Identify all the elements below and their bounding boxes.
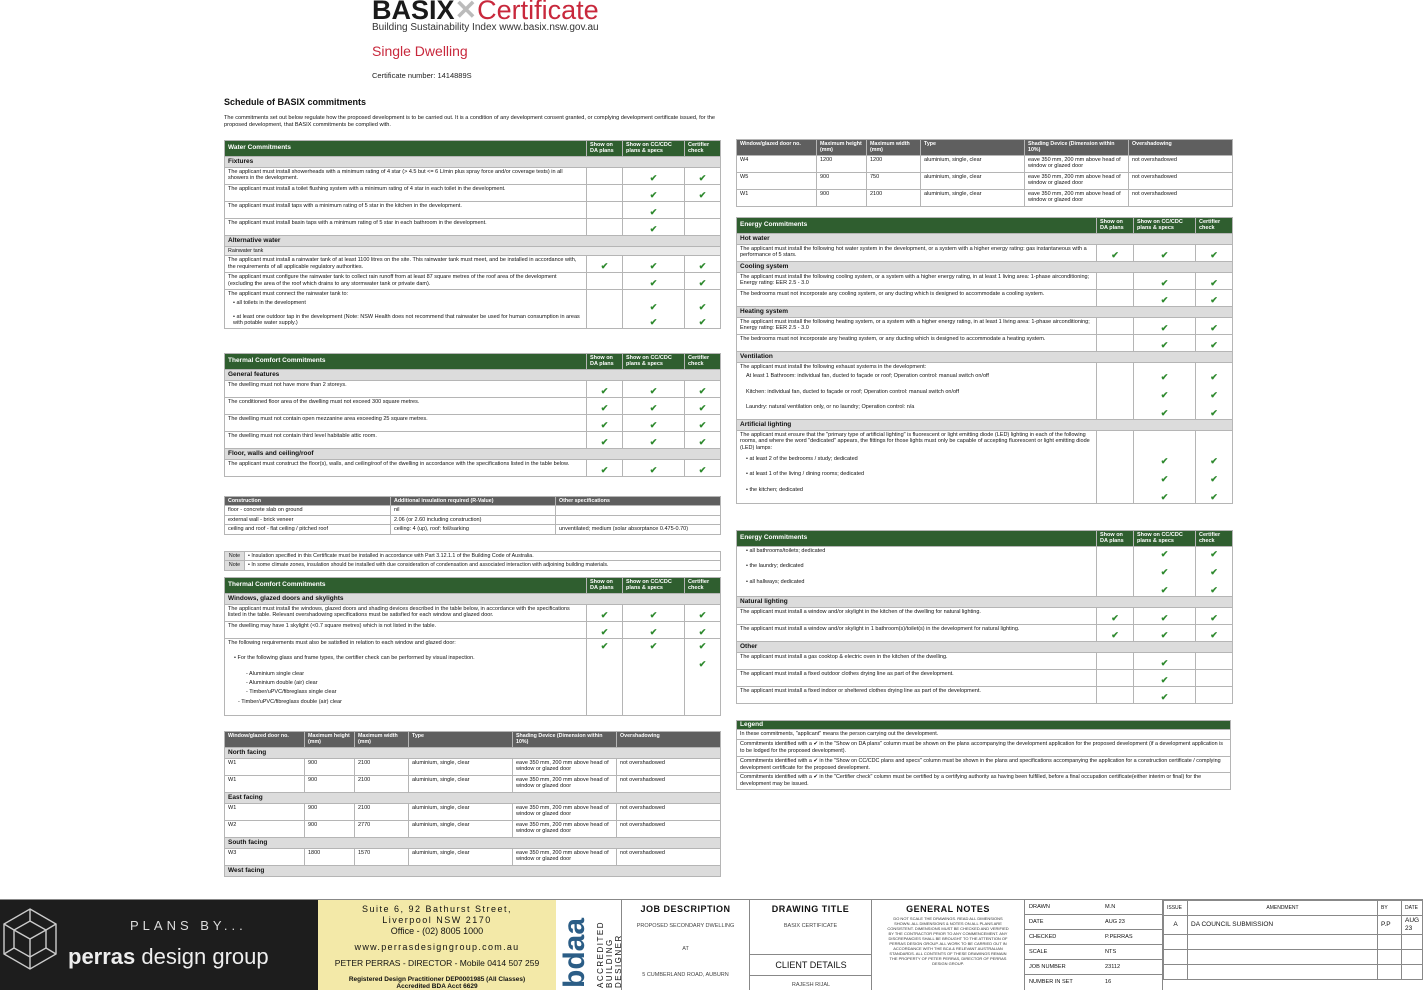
check-mark-icon: ✔ ✔ ✔ [1134, 546, 1196, 596]
check-mark-icon: ✔ [623, 431, 685, 448]
drawing-title: DRAWING TITLE BASIX CERTIFICATE CLIENT DETAILS RAJESH RIJAL [750, 900, 872, 990]
schedule-intro: The commitments set out below regulate how the proposed development is to be carried out. It is a condition of any development consent granted, or complying development certificate issued, for the proposed development, that BASIX commitments be complied with. [224, 115, 715, 128]
accreditation-badge: bdaa ACCREDITED BUILDING DESIGNER [556, 900, 622, 990]
check-mark-icon: ✔ [1134, 289, 1196, 306]
check-mark-icon: ✔ [623, 459, 685, 476]
check-mark-icon: ✔ [1134, 624, 1196, 641]
check-mark-icon: ✔ ✔ ✔ [1196, 546, 1233, 596]
check-mark-icon: ✔ [685, 167, 721, 184]
check-mark-icon: ✔ [1134, 652, 1196, 669]
check-mark-icon: ✔ [587, 414, 623, 431]
check-mark-icon: ✔ [587, 459, 623, 476]
bdaa-logo: bdaa [558, 917, 591, 988]
check-mark-icon: ✔ ✔ ✔ [1134, 430, 1196, 503]
check-mark-icon: ✔ [587, 380, 623, 397]
check-mark-icon: ✔ [1134, 244, 1196, 261]
check-mark-icon: ✔ [685, 397, 721, 414]
energy-commitments-table-2: Energy Commitments Show on DA plans Show on CC/CDC plans & specs Certifier check • all bathrooms/toilets; dedicated • the laundry; dedicated • all hallways; dedicated ✔ ✔ ✔ ✔ ✔ ✔ Natural lighting The applicant must install a window and/or skylight in the kitchen of the dwelling for natural lighting. ✔ ✔ ✔ The applicant must install a window and/or skylight in 1 bathroom(s)/toilet(s) in the development for natural lighting. ✔ ✔ ✔ Other The applicant must install a gas cooktop & electric oven in the kitchen of the dwelling. ✔ The applicant must install a fixed outdoor clothes drying line as part of the development. ✔ The applicant must install a fixed indoor or sheltered clothes drying line as part of the development. ✔ [736, 530, 1233, 704]
check-mark-icon: ✔ [587, 638, 623, 715]
check-mark-icon: ✔ [685, 380, 721, 397]
check-mark-icon: ✔ [587, 621, 623, 638]
check-mark-icon: ✔ [623, 621, 685, 638]
check-mark-icon: ✔ [685, 431, 721, 448]
check-mark-icon: ✔ [1196, 334, 1233, 351]
check-mark-icon: ✔ [685, 414, 721, 431]
windows-table: Window/glazed door no. Maximum height (mm) Maximum width (mm) Type Shading Device (Dimension within 10%) Overshadowing North facing W1 900 2100 aluminium, single, clear eave 350 mm, 200 mm above head of window or glazed door not overshadowed W1 900 2100 aluminium, single, clear eave 350 mm, 200 mm above head of window or glazed door not overshadowed East facing W1 900 2100 aluminium, single, clear eave 350 mm, 200 mm above head of window or glazed door not overshadowed W2 900 2770 aluminium, single, clear eave 350 mm, 200 mm above head of window or glazed door not overshadowed South facing W3 1800 1570 aluminium, single, clear eave 350 mm, 200 mm above head of window or glazed door not overshadowed West facing [224, 731, 721, 877]
certificate-number: Certificate number: 1414889S [372, 71, 472, 80]
check-mark-icon: ✔ [587, 256, 623, 273]
check-mark-icon: ✔ [1134, 317, 1196, 334]
plans-by-label: PLANS BY... [130, 918, 247, 933]
check-mark-icon: ✔ ✔ ✔ [1196, 430, 1233, 503]
check-mark-icon: ✔ [685, 621, 721, 638]
check-mark-icon: ✔ [685, 273, 721, 290]
check-mark-icon: ✔ [623, 273, 685, 290]
check-mark-icon: ✔ [623, 256, 685, 273]
check-mark-icon: ✔ ✔ ✔ [1196, 362, 1233, 419]
perras-wordmark: perras design group [68, 944, 269, 969]
check-mark-icon: ✔ [685, 184, 721, 201]
amendments-table: ISSUE AMENDMENT BY DATE A DA COUNCIL SUBMISSION P.P AUG 23 [1163, 900, 1423, 990]
check-mark-icon: ✔ [1196, 289, 1233, 306]
water-commitments-table: Water Commitments Show on DA plans Show on CC/CDC plans & specs Certifier check Fixtures The applicant must install showerheads with a minimum rating of 4 star (> 4.5 but <= 6 L/min plus spray force and/or coverage tests) in all showers in the development. ✔ ✔ The applicant must install a toilet flushing system with a minimum rating of 4 star in each toilet in the development. ✔ ✔ The applicant must install taps with a minimum rating of 5 star in the kitchen in the development. ✔ The applicant must install basin taps with a minimum rating of 5 star in each bathroom in the development. ✔ Alternative water Rainwater tank The applicant must install a rainwater tank of at least 1100 litres on the site. This rainwater tank must meet, and be installed in accordance with, the requirements of all applicable regulatory authorities. ✔ ✔ ✔ The applicant must configure the rainwater tank to collect rain runoff from at least 87 square metres of the roof area of the development (excluding the area of the roof which drains to any stormwater tank or private dam). ✔ ✔ The applicant must connect the rainwater tank to: • all toilets in the development ✔ ✔ • at least one outdoor tap in the development (Note: NSW Health does not recommend that rainwater be used for human consumption in areas with potable water supply.) ✔ ✔ [224, 140, 721, 329]
check-mark-icon: ✔ [1196, 317, 1233, 334]
check-mark-icon: ✔ [623, 184, 685, 201]
check-mark-icon: ✔ [1196, 244, 1233, 261]
check-mark-icon: ✔ [623, 313, 685, 329]
check-mark-icon: ✔ [1196, 272, 1233, 289]
drawing-info: DRAWN M.N DATE AUG 23 CHECKED P.PERRAS SCALE NTS JOB NUMBER 23112 NUMBER IN SET 16 [1025, 900, 1163, 990]
check-mark-icon: ✔ [685, 604, 721, 621]
check-mark-icon: ✔ [1134, 272, 1196, 289]
check-mark-icon: ✔ [623, 218, 685, 235]
check-mark-icon: ✔ [623, 638, 685, 715]
check-mark-icon: ✔ [1134, 334, 1196, 351]
check-mark-icon: ✔ [1097, 244, 1134, 261]
check-mark-icon: ✔ [587, 397, 623, 414]
check-mark-icon: ✔ [685, 256, 721, 273]
legend-table: Legend In these commitments, "applicant" means the person carrying out the development. Commitments identified with a ✔ in the "Show on DA plans" column must be shown on the plans accompanying the development application for the proposed development (if a development application is to be lodged for the proposed development). Commitments identified with a ✔ in the "Show on CC/CDC plans and specs" column must be shown in the plans and specifications accompanying the application for a construction certificate / complying development certificate for the proposed development. Commitments identified with a ✔ in the "Certifier check" column must be certified by a certifying authority as having been fulfilled, before a final occupation certificate(either interim or final) for the development may be issued. [736, 720, 1231, 790]
check-mark-icon: ✔ [1196, 624, 1233, 641]
thermal-comfort-table-1: Thermal Comfort Commitments Show on DA plans Show on CC/CDC plans & specs Certifier check General features The dwelling must not have more than 2 storeys. ✔ ✔ ✔ The conditioned floor area of the dwelling must not exceed 300 square metres. ✔ ✔ ✔ The dwelling must not contain open mezzanine area exceeding 25 square metres. ✔ ✔ ✔ The dwelling must not contain third level habitable attic room. ✔ ✔ ✔ Floor, walls and ceiling/roof The applicant must construct the floor(s), walls, and ceiling/roof of the dwelling in accordance with the specifications listed in the table below. ✔ ✔ ✔ [224, 353, 721, 477]
perras-logo-panel [0, 900, 318, 990]
check-mark-icon: ✔ [623, 167, 685, 184]
check-mark-icon: ✔ [1097, 624, 1134, 641]
check-mark-icon: ✔ [623, 201, 685, 218]
check-mark-icon: ✔ [1134, 686, 1196, 703]
job-description: JOB DESCRIPTION PROPOSED SECONDARY DWELLING AT 5 CUMBERLAND ROAD, AUBURN [622, 900, 750, 990]
check-mark-icon: ✔ [587, 604, 623, 621]
check-mark-icon: ✔ ✔ ✔ [1134, 362, 1196, 419]
general-notes: GENERAL NOTES DO NOT SCALE THE DRAWINGS. READ ALL DIMENSIONS SHOWN. ALL DIMENSIONS & NOTES ON ALL PLANS ARE CONSISTENT. DIMENSIONS MUST BE CHECKED AND VERIFIED BY THE CONTRACTOR PRIOR TO ANY COMMENCEMENT. ANY DISCREPANCIES SHALL BE BROUGHT TO THE ATTENTION OF PERRAS DESIGN GROUP. ALL WORK TO BE CARRIED OUT IN ACCORDANCE WITH THE BCA & RELEVANT AUSTRALIAN STANDARDS. ALL CONTENTS OF THESE DRAWINGS REMAIN THE PROPERTY OF PETER PERRAS, DIRECTOR OF PERRAS DESIGN GROUP. [872, 900, 1025, 990]
windows-table-west: Window/glazed door no. Maximum height (mm) Maximum width (mm) Type Shading Device (Dimension within 10%) Overshadowing W4 1200 1200 aluminium, single, clear eave 350 mm, 200 mm above head of window or glazed door not overshadowed W5 900 750 aluminium, single, clear eave 350 mm, 200 mm above head of window or glazed door not overshadowed W1 900 2100 aluminium, single, clear eave 350 mm, 200 mm above head of window or glazed door not overshadowed [736, 139, 1233, 207]
check-mark-icon: ✔ [623, 604, 685, 621]
check-mark-icon: ✔ [623, 299, 685, 313]
check-mark-icon: ✔ [623, 414, 685, 431]
check-mark-icon: ✔ [1134, 669, 1196, 686]
check-mark-icon: ✔ [1097, 607, 1134, 624]
basix-header [372, 0, 599, 80]
basix-logo: BASIX✕Certificate [372, 0, 599, 21]
check-mark-icon: ✔ [1196, 607, 1233, 624]
energy-commitments-table-1: Energy Commitments Show on DA plans Show on CC/CDC plans & specs Certifier check Hot water The applicant must install the following hot water system in the development, or a system with a higher energy rating: gas instantaneous with a performance of 5 stars. ✔ ✔ ✔ Cooling system The applicant must install the following cooling system, or a system with a higher energy rating, in at least 1 living area: 1-phase airconditioning; Energy rating: EER 2.5 - 3.0 ✔ ✔ The bedrooms must not incorporate any cooling system, or any ducting which is designed to accommodate a cooling system. ✔ ✔ Heating system The applicant must install the following heating system, or a system with a higher energy rating, in at least 1 living area: 1-phase airconditioning; Energy rating: EER 2.5 - 3.0 ✔ ✔ The bedrooms must not incorporate any heating system, or any ducting which is designed to accommodate a heating system. ✔ ✔ Ventilation The applicant must install the following exhaust systems in the development: At least 1 Bathroom: individual fan, ducted to façade or roof; Operation control: manual switch on/off Kitchen: individual fan, ducted to façade or roof; Operation control: manual switch on/off Laundry: natural ventilation only, or no laundry; Operation control: n/a ✔ ✔ ✔ ✔ ✔ ✔ Artificial lighting The applicant must ensure that the "primary type of artificial lighting" is fluorescent or light emitting diode (LED) lighting in each of the following rooms, and where the word "dedicated" appears, the fittings for those lights must only be capable of accepting fluorescent or light emitting diode (LED) lamps: • at least 2 of the bedrooms / study; dedicated • at least 1 of the living / dining rooms; dedicated • the kitchen; dedicated ✔ ✔ ✔ ✔ ✔ ✔ [736, 217, 1233, 504]
basix-subtitle: Building Sustainability Index www.basix.nsw.gov.au [372, 22, 599, 33]
construction-table: Construction Additional insulation required (R-Value) Other specifications floor - concrete slab on ground nil external wall - brick veneer 2.06 (or 2.60 including construction) ceiling and roof - flat ceiling / pitched roof ceiling: 4 (up), roof: foil/sarking unventilated; medium (solar absorptance 0.475-0.70) [224, 496, 721, 535]
insulation-notes: Note • Insulation specified in this Certificate must be installed in accordance with Part 3.12.1.1 of the Building Code of Australia. Note • In some climate zones, insulation should be installed with due consideration of condensation and associated interaction with adjoining building materials. [224, 551, 721, 571]
check-mark-icon: ✔ [623, 380, 685, 397]
schedule-title: Schedule of BASIX commitments [224, 97, 367, 107]
check-mark-icon: ✔ [587, 431, 623, 448]
thermal-comfort-table-2: Thermal Comfort Commitments Show on DA plans Show on CC/CDC plans & specs Certifier check Windows, glazed doors and skylights The applicant must install the windows, glazed doors and shading devices described in the table below, in accordance with the specifications listed in the table. Relevant overshadowing specifications must be satisfied for each window and glazed door. ✔ ✔ ✔ The dwelling may have 1 skylight (<0.7 square metres) which is not listed in the table. ✔ ✔ ✔ The following requirements must also be satisfied in relation to each window and glazed door: • For the following glass and frame types, the certifier check can be performed by visual inspection. - Aluminium single clear - Aluminium double (air) clear - Timber/uPVC/fibreglass single clear - Timber/uPVC/fibreglass double (air) clear ✔ ✔ ✔ ✔ [224, 577, 721, 716]
check-mark-icon: ✔ [685, 299, 721, 313]
check-mark-icon: ✔ ✔ [685, 638, 721, 715]
check-mark-icon: ✔ [623, 397, 685, 414]
hexagon-logo-icon [0, 905, 60, 983]
drawing-title-block [0, 899, 1423, 989]
check-mark-icon: ✔ [685, 459, 721, 476]
dwelling-type: Single Dwelling [372, 43, 468, 59]
check-mark-icon: ✔ [1134, 607, 1196, 624]
contact-box: Suite 6, 92 Bathurst Street, Liverpool NSW 2170 Office - (02) 8005 1000 www.perrasdesigngroup.com.au PETER PERRAS - DIRECTOR - Mobile 0414 507 259 Registered Design Practitioner DEP0001985 (All Classes) Accredited BDA Acct 6629 [318, 900, 556, 990]
check-mark-icon: ✔ [685, 313, 721, 329]
